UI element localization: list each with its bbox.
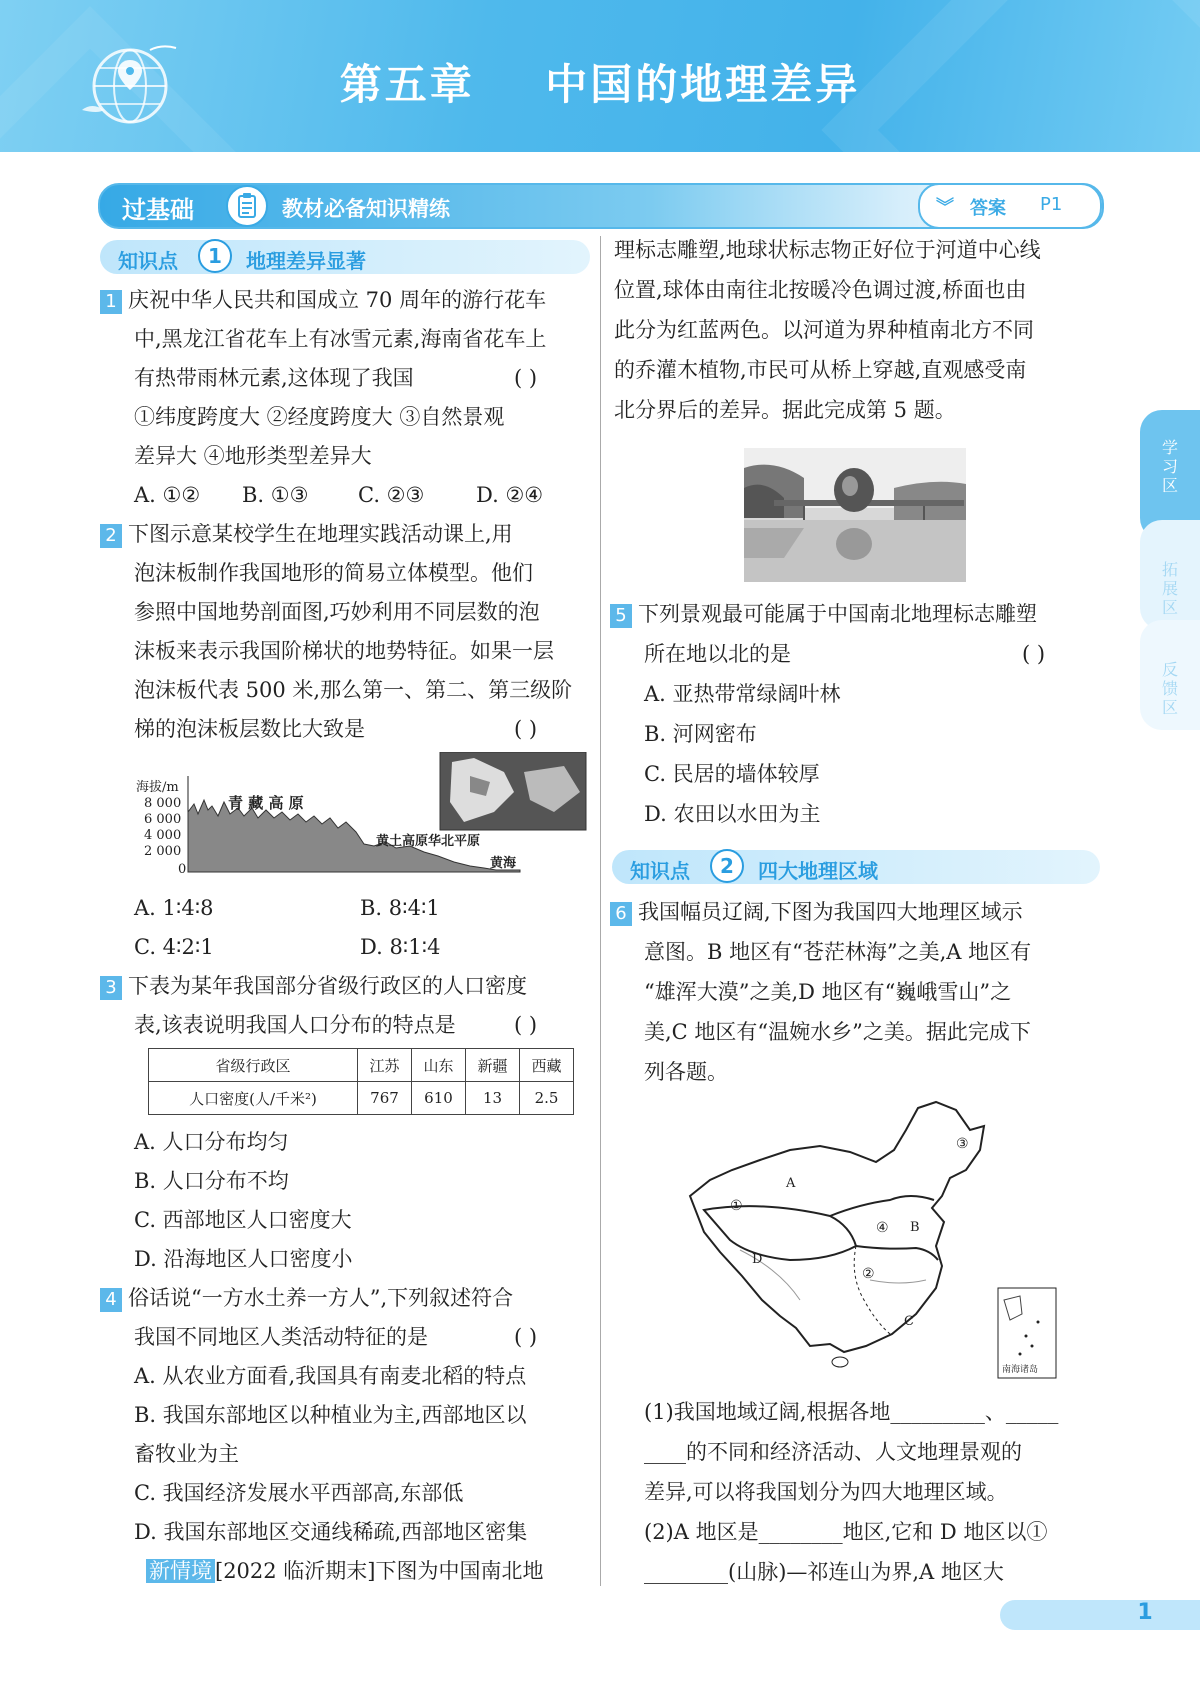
option-d[interactable]: D. 沿海地区人口密度小 [134,1247,353,1271]
knowledge-title: 四大地理区域 [758,859,878,883]
tab-feedback[interactable] [1140,620,1200,730]
q4-line: 我国不同地区人类活动特征的是 [134,1325,428,1349]
q1-line: ①纬度跨度大 ②经度跨度大 ③自然景观 [134,405,505,429]
option-a[interactable]: A. ①② [134,483,201,507]
population-density-table [148,1048,574,1115]
option-a[interactable]: A. 1∶4∶8 [134,896,214,920]
option-c[interactable]: C. 西部地区人口密度大 [134,1208,352,1232]
question-text: 下表为某年我国部分省级行政区的人口密度 [128,974,527,998]
tab-label: 学习区 [1161,438,1178,495]
q2-line [100,520,513,548]
q6-line: 美,C 地区有“温婉水乡”之美。据此完成下 [644,1020,1031,1044]
table-header-cell: 西藏 [520,1049,574,1082]
answer-bracket[interactable]: ( ) [514,717,538,741]
page-number: 1 [1137,1600,1153,1625]
column-divider [600,236,601,1586]
q1-line: 差异大 ④地形类型差异大 [134,444,372,468]
inset-label: 南海诸岛 [1002,1365,1039,1375]
knowledge-label: 知识点 [630,859,690,883]
y-axis-label: 海拔/m [136,780,179,795]
new-context-badge: 新情境 [146,1559,215,1583]
region-label-b: B [910,1220,920,1235]
q2-line: 参照中国地势剖面图,巧妙利用不同层数的泡 [134,600,540,624]
context-line: 的乔灌木植物,市民可从桥上穿越,直观感受南 [614,358,1027,382]
q1-line: 中,黑龙江省花车上有冰雪元素,海南省花车上 [134,327,547,351]
q3-line: 表,该表说明我国人口分布的特点是 [134,1013,456,1037]
question-text: 俗话说“一方水土养一方人”,下列叙述符合 [128,1286,514,1310]
knowledge-number: 1 [198,239,232,273]
q6-line: 意图。B 地区有“苍茫林海”之美,A 地区有 [644,940,1032,964]
question-number: 1 [100,290,122,314]
q1-line [100,286,546,314]
context-intro [146,1557,544,1585]
q6-sub-1: ____的不同和经济活动、人文地理景观的 [644,1440,1022,1464]
option-d[interactable]: D. 我国东部地区交通线稀疏,西部地区密集 [134,1520,528,1544]
question-text: 庆祝中华人民共和国成立 70 周年的游行花车 [128,288,547,312]
context-text: [2022 临沂期末]下图为中国南北地 [215,1559,544,1583]
option-d[interactable]: D. 农田以水田为主 [644,802,821,826]
knowledge-point-2-header [612,850,1100,884]
table-row [149,1082,574,1115]
q6-line: “雄浑大漠”之美,D 地区有“巍峨雪山”之 [644,980,1012,1004]
question-number: 5 [610,604,632,628]
region-label: 青 藏 高 原 [228,794,304,812]
question-text: 下列景观最可能属于中国南北地理标志雕塑 [638,602,1037,626]
knowledge-number: 2 [710,849,744,883]
answer-bracket[interactable]: ( ) [514,366,538,390]
y-tick: 0 [178,862,187,877]
china-regions-map [680,1100,1060,1385]
option-c[interactable]: C. 民居的墙体较厚 [644,762,820,786]
chapter-title: 第五章 中国的地理差异 [339,60,861,109]
answer-reference[interactable] [918,183,1102,229]
q2-line: 梯的泡沫板层数比大致是 [134,717,365,741]
table-cell: 13 [466,1082,520,1115]
page-number-bar [1000,1600,1200,1630]
context-line: 位置,球体由南往北按暖冷色调过渡,桥面也由 [614,278,1027,302]
option-c[interactable]: C. 4∶2∶1 [134,935,214,959]
q1-line: 有热带雨林元素,这体现了我国 [134,366,414,390]
answer-page: P1 [1040,194,1063,215]
y-tick: 2 000 [144,844,182,859]
q5-line: 所在地以北的是 [644,642,791,666]
question-number: 3 [100,976,122,1000]
question-number: 4 [100,1288,122,1312]
boundary-marker-1: ① [730,1198,743,1214]
region-label-c: C [904,1314,914,1329]
answer-bracket[interactable]: ( ) [1022,642,1046,666]
table-header-cell: 江苏 [358,1049,412,1082]
boundary-marker-3: ③ [956,1136,969,1152]
tab-label: 反馈区 [1161,660,1178,717]
option-d[interactable]: D. 8∶1∶4 [360,935,441,959]
option-c[interactable]: C. 我国经济发展水平西部高,东部低 [134,1481,464,1505]
option-b[interactable]: B. 我国东部地区以种植业为主,西部地区以 [134,1403,527,1427]
table-header-cell: 新疆 [466,1049,520,1082]
chevron-down-icon: ︾ [936,197,954,218]
option-b[interactable]: B. 河网密布 [644,722,757,746]
region-label-d: D [752,1252,763,1267]
tab-extension[interactable] [1140,520,1200,630]
option-a[interactable]: A. 人口分布均匀 [134,1130,289,1154]
q2-line: 泡沫板代表 500 米,那么第一、第二、第三级阶 [134,678,573,702]
y-tick: 4 000 [144,828,182,843]
answer-bracket[interactable]: ( ) [514,1013,538,1037]
region-label-a: A [786,1176,796,1191]
option-b[interactable]: B. 人口分布不均 [134,1169,289,1193]
table-cell: 2.5 [520,1082,574,1115]
banner-subtitle: 教材必备知识精练 [282,197,450,221]
knowledge-point-1-header [100,240,590,274]
context-line: 理标志雕塑,地球状标志物正好位于河道中心线 [614,238,1041,262]
banner-label: 过基础 [122,196,194,224]
table-cell: 767 [358,1082,412,1115]
tab-label: 拓展区 [1161,560,1178,617]
question-text: 我国幅员辽阔,下图为我国四大地理区域示 [638,900,1023,924]
option-a[interactable]: A. 从农业方面看,我国具有南麦北稻的特点 [134,1364,527,1388]
terrain-profile-figure [134,752,590,884]
table-row [149,1049,574,1082]
q4-line [100,1284,513,1312]
table-cell: 人口密度(人/千米²) [149,1082,358,1115]
question-number: 2 [100,524,122,548]
table-header-cell: 山东 [412,1049,466,1082]
option-b[interactable]: B. ①③ [242,483,309,507]
region-label: 黄土高原华北平原 [376,834,481,849]
option-a[interactable]: A. 亚热带常绿阔叶林 [644,682,841,706]
knowledge-title: 地理差异显著 [246,249,366,273]
section-banner [98,183,1104,229]
region-label: 黄海 [490,856,517,871]
context-line: 此分为红蓝两色。以河道为界种植南北方不同 [614,318,1034,342]
table-header-cell: 省级行政区 [149,1049,358,1082]
q6-sub-2: ________(山脉)—祁连山为界,A 地区大 [644,1560,1004,1584]
q2-line: 沫板来表示我国阶梯状的地势特征。如果一层 [134,639,554,663]
y-tick: 8 000 [144,796,182,811]
q6-sub-2: (2)A 地区是________地区,它和 D 地区以① [644,1520,1048,1544]
chapter-header [0,0,1200,152]
table-cell: 610 [412,1082,466,1115]
clipboard-icon [226,185,268,227]
boundary-marker-2: ② [862,1266,875,1282]
q3-line [100,972,527,1000]
sculpture-photo [744,448,966,582]
question-number: 6 [610,902,632,926]
q6-sub-1: (1)我国地域辽阔,根据各地_________、_____ [644,1400,1059,1424]
q6-line [610,898,1023,926]
q5-line [610,600,1037,628]
side-tabs [1140,410,1200,740]
q2-line: 泡沫板制作我国地形的简易立体模型。他们 [134,561,533,585]
option-d[interactable]: D. ②④ [476,483,544,507]
option-c[interactable]: C. ②③ [358,483,425,507]
q6-sub-1: 差异,可以将我国划分为四大地理区域。 [644,1480,1008,1504]
answer-bracket[interactable]: ( ) [514,1325,538,1349]
option-b-continued: 畜牧业为主 [134,1442,239,1466]
y-tick: 6 000 [144,812,182,827]
question-text: 下图示意某校学生在地理实践活动课上,用 [128,522,513,546]
knowledge-label: 知识点 [118,249,178,273]
context-line: 北分界后的差异。据此完成第 5 题。 [614,398,956,422]
answer-label: 答案 [970,198,1006,219]
boundary-marker-4: ④ [876,1220,889,1236]
option-b[interactable]: B. 8∶4∶1 [360,896,440,920]
q6-line: 列各题。 [644,1060,728,1084]
